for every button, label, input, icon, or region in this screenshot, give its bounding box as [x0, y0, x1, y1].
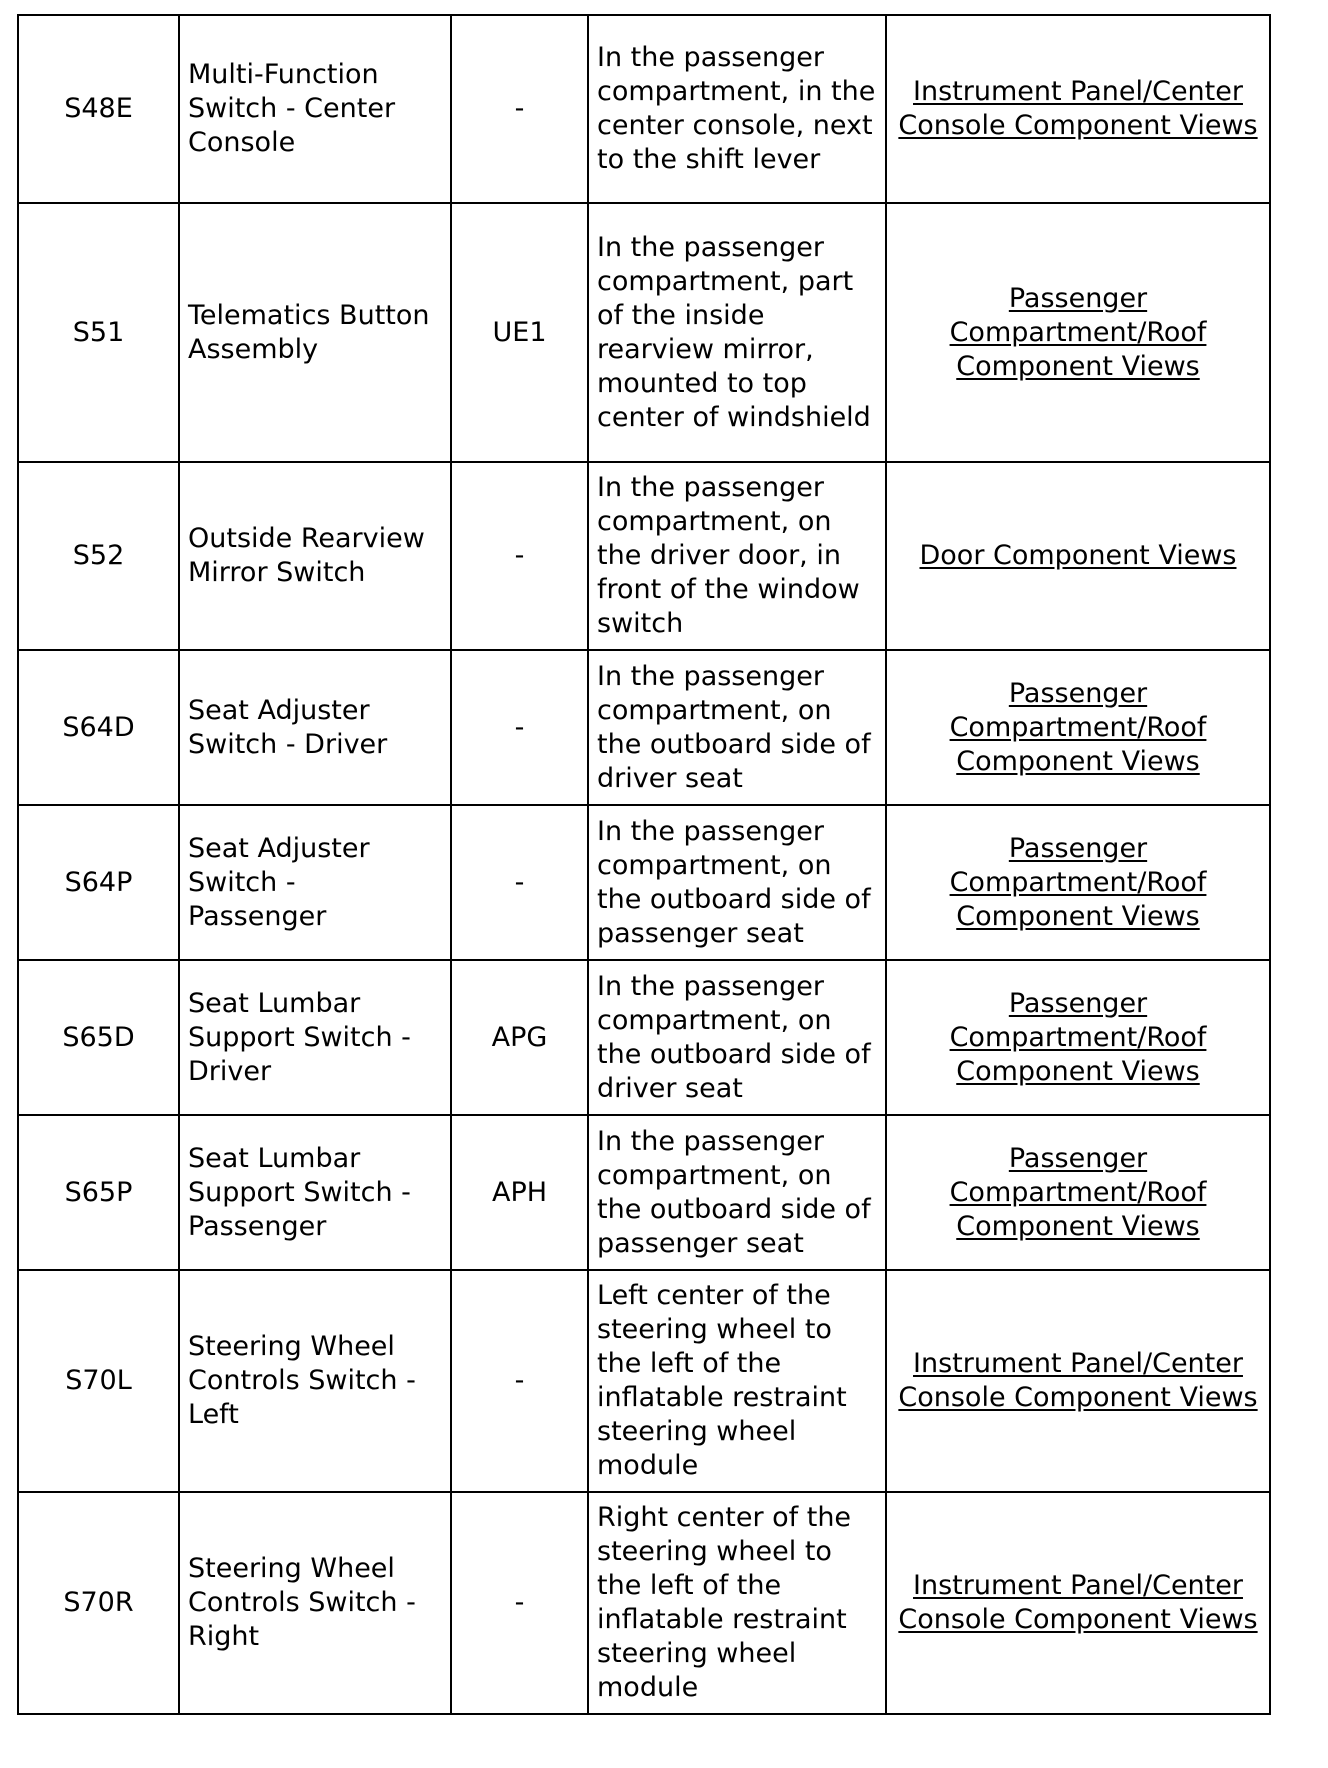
component-location: In the passenger compartment, in the center console, next to the shift lever [588, 15, 886, 203]
table-row [18, 462, 1270, 650]
component-view-link[interactable]: Door Component Views [919, 540, 1237, 571]
component-location: In the passenger compartment, on the outboard side of driver seat [588, 960, 886, 1115]
view-cell [886, 805, 1270, 960]
option-code: APH [451, 1115, 588, 1270]
component-id: S51 [18, 203, 179, 462]
component-name: Steering Wheel Controls Switch - Left [179, 1270, 451, 1492]
view-cell [886, 1492, 1270, 1714]
component-locator-table [17, 14, 1271, 1715]
option-code: - [451, 462, 588, 650]
component-view-link[interactable]: Passenger Compartment/Roof Component Views [949, 282, 1207, 382]
table-row [18, 15, 1270, 203]
component-name: Multi-Function Switch - Center Console [179, 15, 451, 203]
component-id: S52 [18, 462, 179, 650]
component-id: S65D [18, 960, 179, 1115]
component-view-link[interactable]: Passenger Compartment/Roof Component Views [949, 1142, 1207, 1242]
component-location: In the passenger compartment, part of the inside rearview mirror, mounted to top center of windshield [588, 203, 886, 462]
option-code: UE1 [451, 203, 588, 462]
component-location: In the passenger compartment, on the outboard side of passenger seat [588, 805, 886, 960]
component-view-link[interactable]: Instrument Panel/Center Console Component Views [898, 1348, 1258, 1413]
table-row [18, 650, 1270, 805]
table-row [18, 960, 1270, 1115]
component-view-link[interactable]: Passenger Compartment/Roof Component Views [949, 987, 1207, 1087]
component-id: S70L [18, 1270, 179, 1492]
table-row [18, 1115, 1270, 1270]
view-cell [886, 462, 1270, 650]
table-row [18, 805, 1270, 960]
table-row [18, 1270, 1270, 1492]
view-cell [886, 1270, 1270, 1492]
component-view-link[interactable]: Instrument Panel/Center Console Component Views [898, 1570, 1258, 1635]
component-location: In the passenger compartment, on the outboard side of passenger seat [588, 1115, 886, 1270]
component-name: Steering Wheel Controls Switch - Right [179, 1492, 451, 1714]
view-cell [886, 650, 1270, 805]
component-id: S64D [18, 650, 179, 805]
component-name: Seat Lumbar Support Switch - Driver [179, 960, 451, 1115]
table-row [18, 203, 1270, 462]
component-location: Right center of the steering wheel to the left of the inflatable restraint steering wheel module [588, 1492, 886, 1714]
component-location: In the passenger compartment, on the driver door, in front of the window switch [588, 462, 886, 650]
component-view-link[interactable]: Passenger Compartment/Roof Component Views [949, 832, 1207, 932]
component-id: S65P [18, 1115, 179, 1270]
component-view-link[interactable]: Passenger Compartment/Roof Component Views [949, 677, 1207, 777]
component-name: Outside Rearview Mirror Switch [179, 462, 451, 650]
component-name: Seat Adjuster Switch - Passenger [179, 805, 451, 960]
option-code: APG [451, 960, 588, 1115]
component-name: Seat Adjuster Switch - Driver [179, 650, 451, 805]
option-code: - [451, 1492, 588, 1714]
component-id: S64P [18, 805, 179, 960]
view-cell [886, 960, 1270, 1115]
component-name: Seat Lumbar Support Switch - Passenger [179, 1115, 451, 1270]
view-cell [886, 15, 1270, 203]
component-id: S70R [18, 1492, 179, 1714]
component-id: S48E [18, 15, 179, 203]
option-code: - [451, 15, 588, 203]
table-row [18, 1492, 1270, 1714]
view-cell [886, 203, 1270, 462]
option-code: - [451, 805, 588, 960]
component-location: In the passenger compartment, on the outboard side of driver seat [588, 650, 886, 805]
component-name: Telematics Button Assembly [179, 203, 451, 462]
component-view-link[interactable]: Instrument Panel/Center Console Component Views [898, 76, 1258, 141]
option-code: - [451, 650, 588, 805]
view-cell [886, 1115, 1270, 1270]
component-location: Left center of the steering wheel to the left of the inflatable restraint steering wheel module [588, 1270, 886, 1492]
option-code: - [451, 1270, 588, 1492]
